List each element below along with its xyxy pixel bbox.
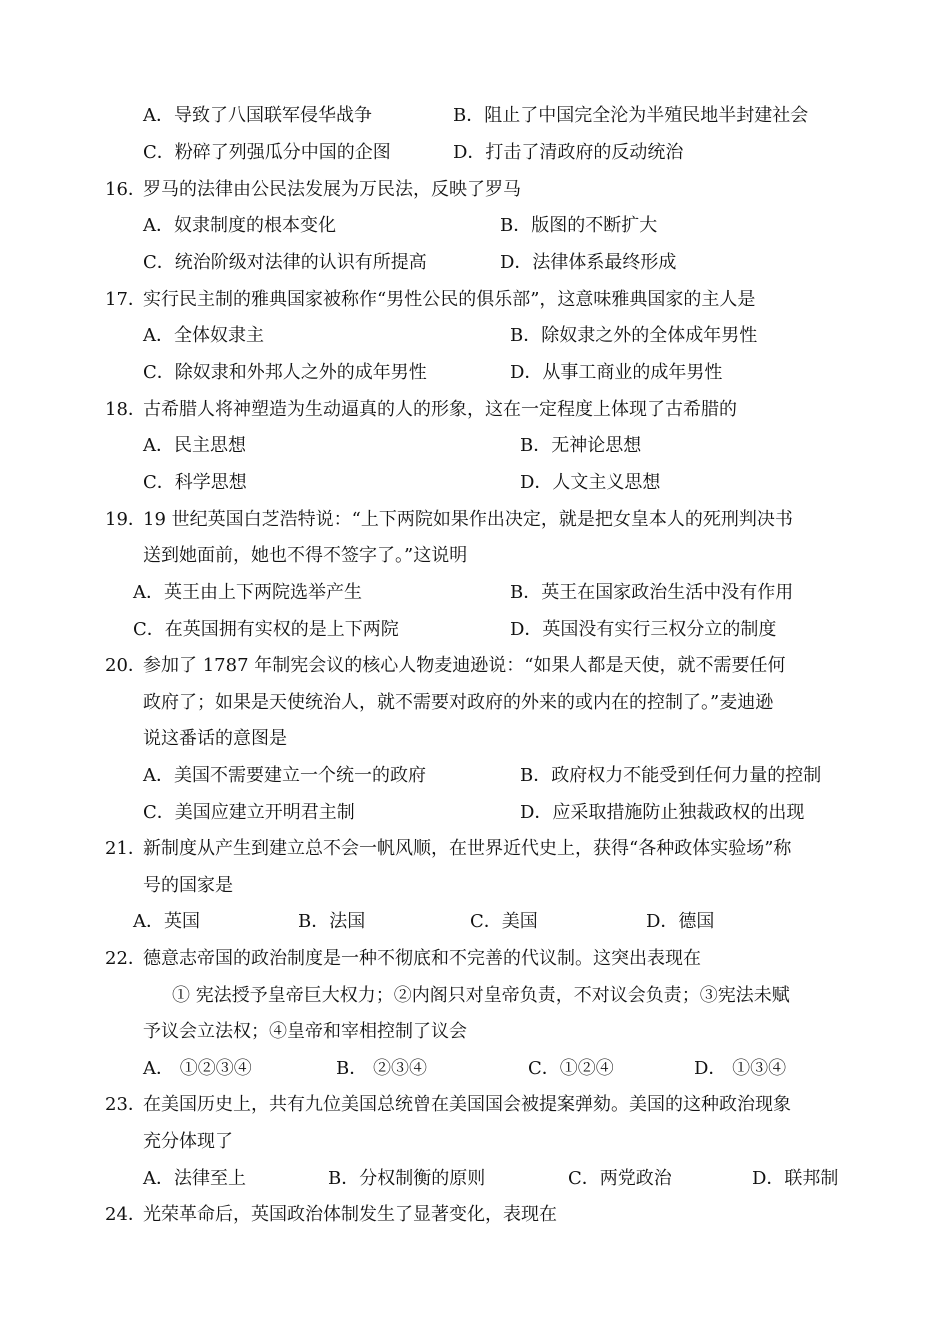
q18-option-c: C．科学思想 — [143, 472, 247, 493]
q23-stem-line-2: 充分体现了 — [143, 1131, 233, 1152]
q22-option-a: A． ①②③④ — [143, 1058, 252, 1079]
q23-option-a: A．法律至上 — [143, 1168, 246, 1189]
q22-stem: 德意志帝国的政治制度是一种不彻底和不完善的代议制。这突出表现在 — [143, 948, 701, 969]
q19-number: 19． — [105, 509, 146, 530]
q15-option-c: C．粉碎了列强瓜分中国的企图 — [143, 142, 391, 163]
q23-option-c: C．两党政治 — [568, 1168, 672, 1189]
q16-option-a: A．奴隶制度的根本变化 — [143, 215, 336, 236]
q17-option-b: B．除奴隶之外的全体成年男性 — [510, 325, 758, 346]
q23-option-d: D．联邦制 — [752, 1168, 839, 1189]
q19-option-d: D．英国没有实行三权分立的制度 — [510, 619, 777, 640]
q21-option-a: A．英国 — [133, 911, 200, 932]
q20-stem-line-1: 参加了 1787 年制宪会议的核心人物麦迪逊说：“如果人都是天使，就不需要任何 — [143, 655, 786, 676]
q20-stem-line-2: 政府了；如果是天使统治人，就不需要对政府的外来的或内在的控制了。”麦迪逊 — [143, 692, 774, 713]
q21-option-c: C．美国 — [470, 911, 538, 932]
q22-option-c: C．①②④ — [528, 1058, 614, 1079]
q20-option-b: B．政府权力不能受到任何力量的控制 — [520, 765, 822, 786]
q15-option-d: D．打击了清政府的反动统治 — [453, 142, 684, 163]
q16-option-c: C．统治阶级对法律的认识有所提高 — [143, 252, 427, 273]
q22-option-b: B． ②③④ — [336, 1058, 427, 1079]
q17-stem: 实行民主制的雅典国家被称作“男性公民的俱乐部”，这意味雅典国家的主人是 — [143, 289, 756, 310]
q18-option-d: D．人文主义思想 — [520, 472, 661, 493]
q19-stem-line-2: 送到她面前，她也不得不签字了。”这说明 — [143, 545, 468, 566]
q19-option-a: A．英王由上下两院选举产生 — [133, 582, 362, 603]
q21-number: 21． — [105, 838, 146, 859]
q21-stem-line-2: 号的国家是 — [143, 875, 233, 896]
q22-option-d: D． ①③④ — [694, 1058, 787, 1079]
q22-items-line-2: 予议会立法权；④皇帝和宰相控制了议会 — [143, 1021, 467, 1042]
q20-option-a: A．美国不需要建立一个统一的政府 — [143, 765, 426, 786]
q21-option-b: B．法国 — [298, 911, 366, 932]
q20-option-c: C．美国应建立开明君主制 — [143, 802, 355, 823]
q16-option-d: D．法律体系最终形成 — [500, 252, 677, 273]
q23-option-b: B．分权制衡的原则 — [328, 1168, 486, 1189]
q15-option-b: B．阻止了中国完全沦为半殖民地半封建社会 — [453, 105, 809, 126]
q19-option-c: C．在英国拥有实权的是上下两院 — [133, 619, 399, 640]
q17-option-c: C．除奴隶和外邦人之外的成年男性 — [143, 362, 427, 383]
q16-option-b: B．版图的不断扩大 — [500, 215, 658, 236]
q20-option-d: D．应采取措施防止独裁政权的出现 — [520, 802, 805, 823]
q17-number: 17． — [105, 289, 146, 310]
q20-stem-line-3: 说这番话的意图是 — [143, 728, 287, 749]
q15-option-a: A．导致了八国联军侵华战争 — [143, 105, 372, 126]
q18-stem: 古希腊人将神塑造为生动逼真的人的形象，这在一定程度上体现了古希腊的 — [143, 399, 737, 420]
q17-option-a: A．全体奴隶主 — [143, 325, 264, 346]
q16-stem: 罗马的法律由公民法发展为万民法，反映了罗马 — [143, 179, 521, 200]
q20-number: 20． — [105, 655, 146, 676]
q23-number: 23． — [105, 1094, 146, 1115]
q18-option-a: A．民主思想 — [143, 435, 246, 456]
q22-number: 22． — [105, 948, 146, 969]
q19-option-b: B．英王在国家政治生活中没有作用 — [510, 582, 794, 603]
q24-stem: 光荣革命后，英国政治体制发生了显著变化，表现在 — [143, 1204, 557, 1225]
q18-number: 18． — [105, 399, 146, 420]
q17-option-d: D．从事工商业的成年男性 — [510, 362, 723, 383]
q23-stem-line-1: 在美国历史上，共有九位美国总统曾在美国国会被提案弹劾。美国的这种政治现象 — [143, 1094, 791, 1115]
q21-option-d: D．德国 — [646, 911, 715, 932]
q19-stem-line-1: 19 世纪英国白芝浩特说：“上下两院如果作出决定，就是把女皇本人的死刑判决书 — [143, 509, 793, 530]
q24-number: 24． — [105, 1204, 146, 1225]
q18-option-b: B．无神论思想 — [520, 435, 642, 456]
q22-items-line-1: ① 宪法授予皇帝巨大权力；②内阁只对皇帝负责，不对议会负责；③宪法未赋 — [172, 985, 790, 1006]
q16-number: 16． — [105, 179, 146, 200]
q21-stem-line-1: 新制度从产生到建立总不会一帆风顺，在世界近代史上，获得“各种政体实验场”称 — [143, 838, 792, 859]
